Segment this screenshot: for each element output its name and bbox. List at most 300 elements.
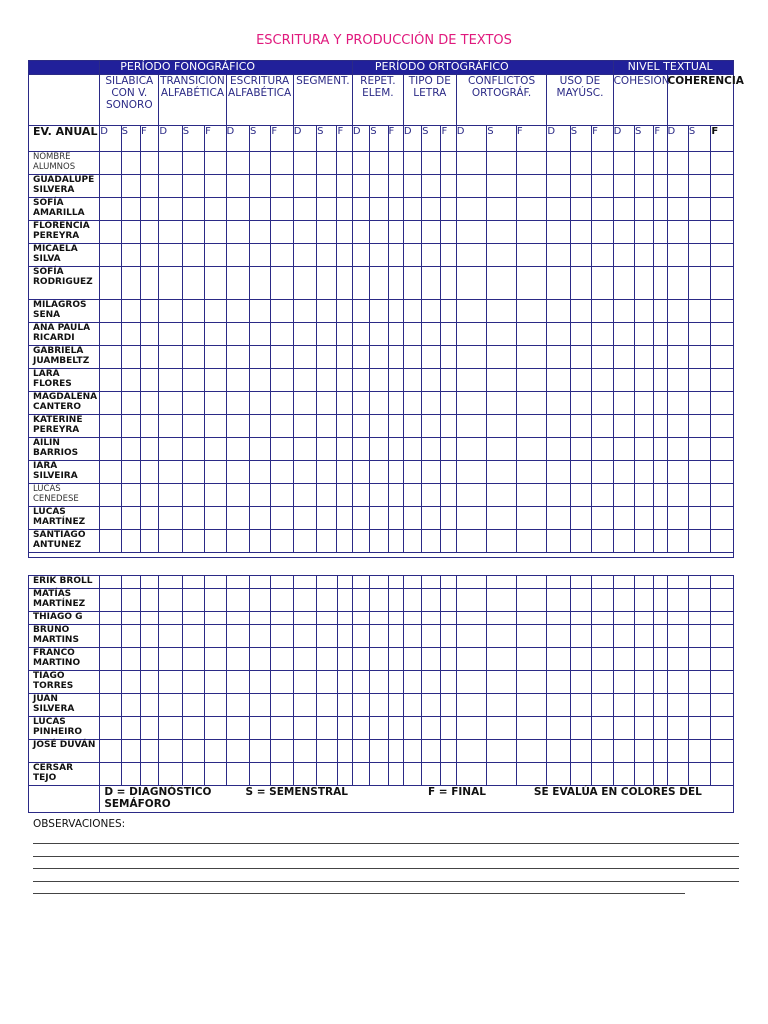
grade-cell[interactable]: [711, 221, 734, 244]
grade-cell[interactable]: [711, 461, 734, 484]
grade-cell[interactable]: [570, 625, 591, 648]
grade-cell[interactable]: [226, 198, 249, 221]
grade-cell[interactable]: [182, 589, 204, 612]
grade-cell[interactable]: [182, 671, 204, 694]
grade-cell[interactable]: [182, 244, 204, 267]
grade-cell[interactable]: [226, 507, 249, 530]
grade-cell[interactable]: [182, 300, 204, 323]
grade-cell[interactable]: [352, 612, 369, 625]
grade-cell[interactable]: [249, 415, 270, 438]
grade-cell[interactable]: [688, 763, 710, 786]
grade-cell[interactable]: [667, 323, 688, 346]
grade-cell[interactable]: [422, 267, 441, 300]
grade-cell[interactable]: [634, 530, 653, 553]
grade-cell[interactable]: [249, 461, 270, 484]
grade-cell[interactable]: [370, 323, 388, 346]
grade-cell[interactable]: [516, 438, 547, 461]
grade-cell[interactable]: [634, 484, 653, 507]
grade-cell[interactable]: [293, 461, 316, 484]
grade-cell[interactable]: [141, 484, 159, 507]
grade-cell[interactable]: [182, 612, 204, 625]
grade-cell[interactable]: [271, 267, 293, 300]
grade-cell[interactable]: [516, 507, 547, 530]
grade-cell[interactable]: [388, 461, 403, 484]
grade-cell[interactable]: [688, 346, 710, 369]
grade-cell[interactable]: [667, 576, 688, 589]
grade-cell[interactable]: [182, 530, 204, 553]
grade-cell[interactable]: [205, 612, 226, 625]
grade-cell[interactable]: [688, 438, 710, 461]
grade-cell[interactable]: [388, 589, 403, 612]
grade-cell[interactable]: [226, 671, 249, 694]
grade-cell[interactable]: [249, 198, 270, 221]
grade-cell[interactable]: [711, 612, 734, 625]
grade-cell[interactable]: [456, 346, 487, 369]
grade-cell[interactable]: [100, 507, 121, 530]
grade-cell[interactable]: [159, 461, 182, 484]
grade-cell[interactable]: [249, 530, 270, 553]
grade-cell[interactable]: [159, 612, 182, 625]
grade-cell[interactable]: [547, 415, 570, 438]
grade-cell[interactable]: [592, 625, 613, 648]
grade-cell[interactable]: [352, 763, 369, 786]
grade-cell[interactable]: [226, 392, 249, 415]
grade-cell[interactable]: [370, 221, 388, 244]
grade-cell[interactable]: [100, 694, 121, 717]
grade-cell[interactable]: [159, 392, 182, 415]
grade-cell[interactable]: [711, 740, 734, 763]
grade-cell[interactable]: [388, 415, 403, 438]
grade-cell[interactable]: [388, 438, 403, 461]
grade-cell[interactable]: [403, 415, 421, 438]
grade-cell[interactable]: [337, 300, 352, 323]
grade-cell[interactable]: [370, 267, 388, 300]
grade-cell[interactable]: [141, 323, 159, 346]
grade-cell[interactable]: [100, 625, 121, 648]
grade-cell[interactable]: [141, 589, 159, 612]
grade-cell[interactable]: [592, 152, 613, 175]
grade-cell[interactable]: [654, 461, 667, 484]
grade-cell[interactable]: [403, 346, 421, 369]
grade-cell[interactable]: [388, 267, 403, 300]
grade-cell[interactable]: [667, 612, 688, 625]
grade-cell[interactable]: [441, 530, 456, 553]
grade-cell[interactable]: [205, 717, 226, 740]
grade-cell[interactable]: [487, 694, 517, 717]
grade-cell[interactable]: [456, 507, 487, 530]
grade-cell[interactable]: [634, 415, 653, 438]
grade-cell[interactable]: [370, 484, 388, 507]
grade-cell[interactable]: [337, 612, 352, 625]
grade-cell[interactable]: [487, 300, 517, 323]
grade-cell[interactable]: [141, 415, 159, 438]
grade-cell[interactable]: [667, 717, 688, 740]
grade-cell[interactable]: [370, 740, 388, 763]
grade-cell[interactable]: [487, 648, 517, 671]
grade-cell[interactable]: [100, 300, 121, 323]
grade-cell[interactable]: [271, 507, 293, 530]
grade-cell[interactable]: [422, 244, 441, 267]
grade-cell[interactable]: [570, 267, 591, 300]
grade-cell[interactable]: [403, 648, 421, 671]
grade-cell[interactable]: [456, 415, 487, 438]
grade-cell[interactable]: [317, 625, 337, 648]
grade-cell[interactable]: [205, 625, 226, 648]
grade-cell[interactable]: [613, 763, 634, 786]
grade-cell[interactable]: [182, 369, 204, 392]
grade-cell[interactable]: [422, 763, 441, 786]
grade-cell[interactable]: [688, 369, 710, 392]
grade-cell[interactable]: [635, 612, 654, 625]
grade-cell[interactable]: [654, 530, 667, 553]
grade-cell[interactable]: [226, 576, 249, 589]
grade-cell[interactable]: [487, 576, 517, 589]
grade-cell[interactable]: [441, 740, 456, 763]
grade-cell[interactable]: [570, 415, 591, 438]
grade-cell[interactable]: [352, 461, 369, 484]
grade-cell[interactable]: [388, 323, 403, 346]
grade-cell[interactable]: [352, 346, 369, 369]
grade-cell[interactable]: [516, 589, 547, 612]
grade-cell[interactable]: [182, 648, 204, 671]
grade-cell[interactable]: [159, 244, 182, 267]
grade-cell[interactable]: [226, 461, 249, 484]
grade-cell[interactable]: [370, 507, 388, 530]
grade-cell[interactable]: [100, 438, 121, 461]
grade-cell[interactable]: [441, 484, 456, 507]
grade-cell[interactable]: [317, 152, 337, 175]
grade-cell[interactable]: [441, 175, 456, 198]
grade-cell[interactable]: [293, 589, 316, 612]
grade-cell[interactable]: [570, 589, 591, 612]
grade-cell[interactable]: [688, 461, 710, 484]
grade-cell[interactable]: [516, 415, 547, 438]
grade-cell[interactable]: [422, 175, 441, 198]
grade-cell[interactable]: [337, 323, 352, 346]
grade-cell[interactable]: [293, 625, 316, 648]
grade-cell[interactable]: [456, 717, 487, 740]
grade-cell[interactable]: [388, 484, 403, 507]
grade-cell[interactable]: [250, 589, 271, 612]
grade-cell[interactable]: [370, 530, 388, 553]
grade-cell[interactable]: [141, 612, 159, 625]
grade-cell[interactable]: [592, 507, 613, 530]
grade-cell[interactable]: [667, 694, 688, 717]
grade-cell[interactable]: [441, 152, 456, 175]
grade-cell[interactable]: [121, 346, 140, 369]
grade-cell[interactable]: [667, 671, 688, 694]
grade-cell[interactable]: [100, 671, 121, 694]
grade-cell[interactable]: [456, 300, 487, 323]
grade-cell[interactable]: [141, 221, 159, 244]
grade-cell[interactable]: [352, 392, 369, 415]
grade-cell[interactable]: [634, 244, 653, 267]
grade-cell[interactable]: [141, 369, 159, 392]
grade-cell[interactable]: [487, 484, 517, 507]
grade-cell[interactable]: [352, 438, 369, 461]
grade-cell[interactable]: [337, 244, 352, 267]
grade-cell[interactable]: [317, 740, 337, 763]
grade-cell[interactable]: [205, 438, 226, 461]
grade-cell[interactable]: [456, 694, 487, 717]
grade-cell[interactable]: [635, 589, 654, 612]
grade-cell[interactable]: [337, 576, 352, 589]
grade-cell[interactable]: [159, 763, 182, 786]
grade-cell[interactable]: [182, 694, 204, 717]
grade-cell[interactable]: [159, 346, 182, 369]
grade-cell[interactable]: [654, 484, 667, 507]
grade-cell[interactable]: [456, 152, 487, 175]
grade-cell[interactable]: [613, 694, 634, 717]
grade-cell[interactable]: [337, 346, 352, 369]
grade-cell[interactable]: [711, 300, 734, 323]
grade-cell[interactable]: [121, 763, 140, 786]
grade-cell[interactable]: [592, 323, 613, 346]
grade-cell[interactable]: [293, 300, 316, 323]
grade-cell[interactable]: [141, 198, 159, 221]
grade-cell[interactable]: [293, 671, 316, 694]
grade-cell[interactable]: [654, 175, 667, 198]
grade-cell[interactable]: [487, 625, 517, 648]
grade-cell[interactable]: [271, 175, 293, 198]
grade-cell[interactable]: [654, 740, 667, 763]
grade-cell[interactable]: [293, 415, 316, 438]
grade-cell[interactable]: [422, 671, 441, 694]
grade-cell[interactable]: [121, 694, 140, 717]
grade-cell[interactable]: [121, 175, 140, 198]
grade-cell[interactable]: [388, 530, 403, 553]
grade-cell[interactable]: [570, 507, 591, 530]
grade-cell[interactable]: [487, 507, 517, 530]
grade-cell[interactable]: [352, 589, 369, 612]
grade-cell[interactable]: [613, 152, 634, 175]
grade-cell[interactable]: [516, 244, 547, 267]
grade-cell[interactable]: [688, 244, 710, 267]
grade-cell[interactable]: [226, 438, 249, 461]
grade-cell[interactable]: [711, 175, 734, 198]
grade-cell[interactable]: [613, 369, 634, 392]
grade-cell[interactable]: [613, 671, 634, 694]
grade-cell[interactable]: [456, 461, 487, 484]
grade-cell[interactable]: [205, 415, 226, 438]
grade-cell[interactable]: [592, 648, 613, 671]
grade-cell[interactable]: [634, 198, 653, 221]
grade-cell[interactable]: [182, 415, 204, 438]
grade-cell[interactable]: [121, 267, 140, 300]
grade-cell[interactable]: [667, 415, 688, 438]
grade-cell[interactable]: [570, 198, 591, 221]
grade-cell[interactable]: [441, 346, 456, 369]
grade-cell[interactable]: [388, 740, 403, 763]
grade-cell[interactable]: [422, 198, 441, 221]
grade-cell[interactable]: [487, 717, 517, 740]
grade-cell[interactable]: [487, 671, 517, 694]
grade-cell[interactable]: [352, 530, 369, 553]
grade-cell[interactable]: [422, 346, 441, 369]
grade-cell[interactable]: [100, 221, 121, 244]
grade-cell[interactable]: [547, 612, 570, 625]
grade-cell[interactable]: [570, 392, 591, 415]
grade-cell[interactable]: [226, 346, 249, 369]
grade-cell[interactable]: [516, 717, 547, 740]
grade-cell[interactable]: [352, 717, 369, 740]
grade-cell[interactable]: [487, 152, 517, 175]
grade-cell[interactable]: [205, 461, 226, 484]
grade-cell[interactable]: [205, 244, 226, 267]
grade-cell[interactable]: [226, 175, 249, 198]
grade-cell[interactable]: [592, 198, 613, 221]
grade-cell[interactable]: [370, 694, 388, 717]
grade-cell[interactable]: [370, 589, 388, 612]
grade-cell[interactable]: [422, 415, 441, 438]
grade-cell[interactable]: [337, 484, 352, 507]
grade-cell[interactable]: [226, 152, 249, 175]
grade-cell[interactable]: [516, 152, 547, 175]
grade-cell[interactable]: [456, 740, 487, 763]
grade-cell[interactable]: [654, 694, 667, 717]
grade-cell[interactable]: [271, 576, 293, 589]
grade-cell[interactable]: [100, 369, 121, 392]
grade-cell[interactable]: [352, 323, 369, 346]
grade-cell[interactable]: [688, 740, 710, 763]
grade-cell[interactable]: [516, 763, 547, 786]
grade-cell[interactable]: [711, 589, 734, 612]
grade-cell[interactable]: [121, 438, 140, 461]
grade-cell[interactable]: [547, 346, 570, 369]
grade-cell[interactable]: [688, 267, 710, 300]
grade-cell[interactable]: [441, 694, 456, 717]
grade-cell[interactable]: [352, 175, 369, 198]
grade-cell[interactable]: [570, 300, 591, 323]
grade-cell[interactable]: [388, 694, 403, 717]
grade-cell[interactable]: [337, 625, 352, 648]
grade-cell[interactable]: [570, 648, 591, 671]
grade-cell[interactable]: [182, 175, 204, 198]
grade-cell[interactable]: [205, 152, 226, 175]
grade-cell[interactable]: [121, 484, 140, 507]
grade-cell[interactable]: [205, 221, 226, 244]
grade-cell[interactable]: [205, 589, 226, 612]
grade-cell[interactable]: [159, 740, 182, 763]
grade-cell[interactable]: [226, 484, 249, 507]
grade-cell[interactable]: [422, 152, 441, 175]
grade-cell[interactable]: [441, 438, 456, 461]
grade-cell[interactable]: [352, 648, 369, 671]
grade-cell[interactable]: [667, 648, 688, 671]
grade-cell[interactable]: [249, 152, 270, 175]
grade-cell[interactable]: [441, 369, 456, 392]
grade-cell[interactable]: [249, 175, 270, 198]
grade-cell[interactable]: [456, 648, 487, 671]
grade-cell[interactable]: [403, 507, 421, 530]
grade-cell[interactable]: [592, 484, 613, 507]
grade-cell[interactable]: [370, 198, 388, 221]
grade-cell[interactable]: [159, 625, 182, 648]
grade-cell[interactable]: [547, 763, 570, 786]
grade-cell[interactable]: [613, 221, 634, 244]
grade-cell[interactable]: [592, 392, 613, 415]
grade-cell[interactable]: [271, 152, 293, 175]
grade-cell[interactable]: [370, 625, 388, 648]
grade-cell[interactable]: [487, 763, 517, 786]
grade-cell[interactable]: [711, 763, 734, 786]
grade-cell[interactable]: [688, 507, 710, 530]
grade-cell[interactable]: [249, 369, 270, 392]
grade-cell[interactable]: [121, 507, 140, 530]
grade-cell[interactable]: [121, 717, 140, 740]
grade-cell[interactable]: [159, 507, 182, 530]
grade-cell[interactable]: [293, 198, 316, 221]
grade-cell[interactable]: [388, 198, 403, 221]
grade-cell[interactable]: [403, 612, 421, 625]
grade-cell[interactable]: [403, 369, 421, 392]
grade-cell[interactable]: [100, 648, 121, 671]
grade-cell[interactable]: [516, 612, 547, 625]
grade-cell[interactable]: [337, 507, 352, 530]
grade-cell[interactable]: [516, 530, 547, 553]
grade-cell[interactable]: [317, 461, 337, 484]
grade-cell[interactable]: [337, 392, 352, 415]
grade-cell[interactable]: [100, 346, 121, 369]
grade-cell[interactable]: [337, 415, 352, 438]
grade-cell[interactable]: [516, 198, 547, 221]
grade-cell[interactable]: [293, 346, 316, 369]
grade-cell[interactable]: [121, 461, 140, 484]
grade-cell[interactable]: [293, 323, 316, 346]
grade-cell[interactable]: [293, 740, 316, 763]
grade-cell[interactable]: [592, 530, 613, 553]
grade-cell[interactable]: [667, 198, 688, 221]
grade-cell[interactable]: [570, 740, 591, 763]
grade-cell[interactable]: [403, 763, 421, 786]
grade-cell[interactable]: [667, 175, 688, 198]
grade-cell[interactable]: [100, 461, 121, 484]
grade-cell[interactable]: [205, 346, 226, 369]
grade-cell[interactable]: [388, 346, 403, 369]
grade-cell[interactable]: [654, 507, 667, 530]
grade-cell[interactable]: [613, 323, 634, 346]
grade-cell[interactable]: [159, 530, 182, 553]
grade-cell[interactable]: [271, 221, 293, 244]
grade-cell[interactable]: [592, 346, 613, 369]
grade-cell[interactable]: [711, 717, 734, 740]
grade-cell[interactable]: [570, 244, 591, 267]
grade-cell[interactable]: [711, 484, 734, 507]
grade-cell[interactable]: [634, 507, 653, 530]
grade-cell[interactable]: [317, 763, 337, 786]
grade-cell[interactable]: [403, 244, 421, 267]
grade-cell[interactable]: [337, 717, 352, 740]
grade-cell[interactable]: [182, 346, 204, 369]
grade-cell[interactable]: [121, 323, 140, 346]
grade-cell[interactable]: [159, 198, 182, 221]
grade-cell[interactable]: [570, 152, 591, 175]
grade-cell[interactable]: [547, 507, 570, 530]
grade-cell[interactable]: [688, 589, 710, 612]
grade-cell[interactable]: [635, 694, 654, 717]
grade-cell[interactable]: [100, 484, 121, 507]
grade-cell[interactable]: [159, 300, 182, 323]
grade-cell[interactable]: [688, 671, 710, 694]
grade-cell[interactable]: [317, 484, 337, 507]
grade-cell[interactable]: [487, 392, 517, 415]
grade-cell[interactable]: [422, 740, 441, 763]
grade-cell[interactable]: [100, 175, 121, 198]
grade-cell[interactable]: [182, 267, 204, 300]
grade-cell[interactable]: [570, 323, 591, 346]
grade-cell[interactable]: [370, 671, 388, 694]
grade-cell[interactable]: [352, 221, 369, 244]
